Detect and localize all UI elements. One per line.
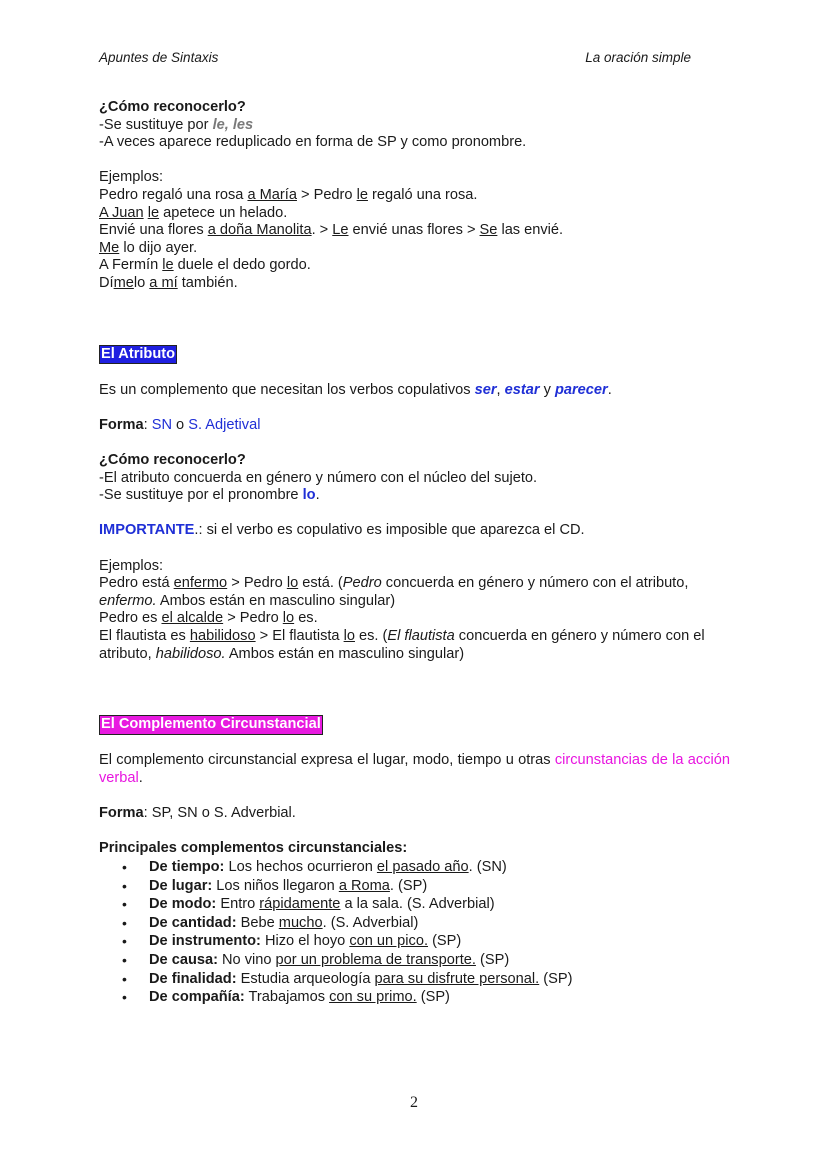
ci-example-1: Pedro regaló una rosa a María > Pedro le regaló una rosa. <box>99 186 478 203</box>
ci-example-2: A Juan le apetece un helado. <box>99 204 288 221</box>
atributo-forma: Forma: SN o S. Adjetival <box>99 416 261 433</box>
ci-example-6: Dímelo a mí también. <box>99 274 238 291</box>
list-item: • De finalidad: Estudia arqueología para su disfrute personal. (SP) <box>149 970 730 989</box>
circunstancial-title: El Complemento Circunstancial <box>99 715 323 735</box>
ci-how-line2: -A veces aparece reduplicado en forma de SP y como pronombre. <box>99 134 527 151</box>
atributo-how-line2: -Se sustituye por el pronombre lo. <box>99 487 320 504</box>
atributo-how-line1: -El atributo concuerda en género y número con el núcleo del sujeto. <box>99 469 538 486</box>
ci-example-4: Me lo dijo ayer. <box>99 239 198 256</box>
list-item: • De lugar: Los niños llegaron a Roma. (SP) <box>149 877 730 896</box>
header-left: Apuntes de Sintaxis <box>99 50 219 65</box>
ci-how-line1: -Se sustituye por le, les <box>99 116 254 133</box>
ci-example-5: A Fermín le duele el dedo gordo. <box>99 257 311 274</box>
atributo-example-3: El flautista es habilidoso > El flautista lo es. (El flautista concuerda en género y número con el atributo, habilidoso. Ambos están en masculino singular) <box>99 628 705 662</box>
atributo-title: El Atributo <box>99 345 177 365</box>
list-item: • De tiempo: Los hechos ocurrieron el pasado año. (SN) <box>149 858 730 877</box>
list-item: • De causa: No vino por un problema de transporte. (SP) <box>149 951 730 970</box>
ci-examples-label: Ejemplos: <box>99 169 164 186</box>
ci-how-title: ¿Cómo reconocerlo? <box>99 99 246 115</box>
circunstancial-intro: El complemento circunstancial expresa el lugar, modo, tiempo u otras circunstancias de la acción verbal. <box>99 752 730 786</box>
atributo-examples-label: Ejemplos: <box>99 557 164 574</box>
list-item: • De instrumento: Hizo el hoyo con un pico. (SP) <box>149 932 730 951</box>
list-item: • De compañía: Trabajamos con su primo. (SP) <box>149 988 730 1007</box>
document-body <box>99 99 730 1007</box>
atributo-example-2: Pedro es el alcalde > Pedro lo es. <box>99 610 318 627</box>
atributo-intro: Es un complemento que necesitan los verbos copulativos ser, estar y parecer. <box>99 381 612 398</box>
header-right: La oración simple <box>585 50 691 65</box>
circunstancial-list <box>99 858 730 1007</box>
ci-example-3: Envié una flores a doña Manolita. > Le envié unas flores > Se las envié. <box>99 222 564 239</box>
list-item: • De cantidad: Bebe mucho. (S. Adverbial) <box>149 914 730 933</box>
atributo-how-title: ¿Cómo reconocerlo? <box>99 452 246 469</box>
circunstancial-forma: Forma: SP, SN o S. Adverbial. <box>99 805 296 822</box>
atributo-example-1: Pedro está enfermo > Pedro lo está. (Pedro concuerda en género y número con el atributo, enfermo. Ambos están en masculino singular) <box>99 575 689 609</box>
page-number: 2 <box>410 1094 418 1111</box>
atributo-important: IMPORTANTE.: si el verbo es copulativo es imposible que aparezca el CD. <box>99 522 585 539</box>
list-item: • De modo: Entro rápidamente a la sala. (S. Adverbial) <box>149 895 730 914</box>
circunstancial-list-title: Principales complementos circunstanciales: <box>99 840 408 857</box>
